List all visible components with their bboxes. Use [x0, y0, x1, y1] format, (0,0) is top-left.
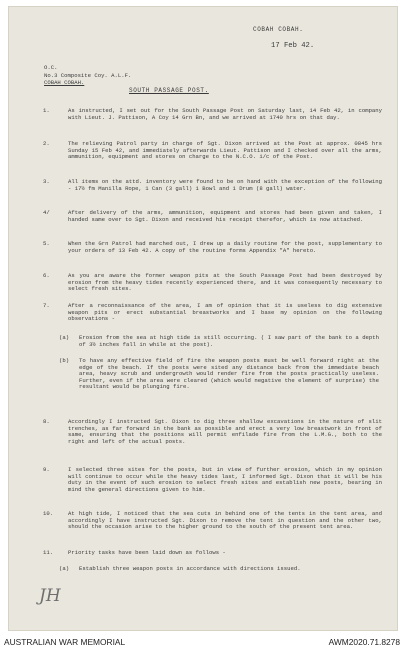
addressee-line: O.C.	[44, 64, 58, 71]
paragraph-text: After a reconnaissance of the area, I am of opinion that it is useless to dig extensive weapon pits or erect substantial breastworks and I base my opinion on the following observations -	[68, 302, 382, 323]
paragraph-number: 9.	[43, 466, 50, 473]
subparagraph-text: To have any effective field of fire the weapon posts must be well forward right at the edge of the beach. If the posts were sited any distance back from the immediate beach area, heavy scrub and undergrowth would render fire from the posts practically useless. Further, even if the area were cleared (which would negative the element of surprise) the resultant would be plunging fire.	[79, 357, 379, 391]
header-date: 17 Feb 42.	[271, 42, 315, 50]
paragraph-number: 2.	[43, 140, 50, 147]
paragraph-number: 5.	[43, 240, 50, 247]
paragraph-text: As instructed, I set out for the South Passage Post on Saturday last, 14 Feb 42, in company with Lieut. J. Pattison, A Coy 14 Grn Bn, and we arrived at 1740 hrs on that day.	[68, 107, 382, 121]
header-location: COBAH COBAH.	[253, 26, 304, 33]
paragraph-text: At high tide, I noticed that the sea cuts in behind one of the tents in the tent area, and accordingly I have instructed Sgt. Dixon to remove the tent in question and the other two, should the occasion arise to the higher ground to the south of the present tent area.	[68, 510, 382, 531]
addressee-block	[44, 65, 131, 88]
subparagraph-label: (b)	[59, 357, 70, 364]
subparagraph-text: Establish three weapon posts in accordance with directions issued.	[79, 565, 301, 572]
paragraph-text: As you are aware the former weapon pits at the South Passage Post had been destroyed by erosion from the heavy tides recently experienced there, and it was consequently necessary to select fresh sites.	[68, 272, 382, 293]
subparagraph-label: (a)	[59, 334, 70, 341]
paragraph-number: 4/	[43, 209, 50, 216]
handwritten-initials: JH	[39, 586, 61, 606]
addressee-line: No.3 Composite Coy. A.L.F.	[44, 71, 132, 79]
paragraph-number: 1.	[43, 107, 50, 114]
subparagraph-label: (a)	[59, 565, 70, 572]
paragraph-text: After delivery of the arms, ammunition, equipment and stores had been given and taken, I handed same over to Sgt. Dixon and received his receipt therefor, which is now attached.	[68, 209, 382, 223]
addressee-line: COBAH COBAH.	[44, 79, 85, 87]
paragraph-text: The relieving Patrol party in charge of Sgt. Dixon arrived at the Post at approx. 0845 hrs Sunday 15 Feb 42, and immediately afterwards Lieut. Pattison and I checked over all the arms, ammunition, equipment and stores on charge to the N.C.O. i/c of the Post.	[68, 140, 382, 161]
paragraph-text: When the Grn Patrol had marched out, I drew up a daily routine for the post, supplementary to your orders of 13 Feb 42. A copy of the routine forms Appendix "A" hereto.	[68, 240, 382, 254]
paragraph-number: 8.	[43, 418, 50, 425]
paragraph-text: Priority tasks have been laid down as follows -	[68, 549, 226, 556]
subparagraph-text: Erosion from the sea at high tide is still occurring. ( I saw part of the bank to a depth of 3½ inches fall in while at the post).	[79, 334, 379, 348]
paragraph-text: I selected three sites for the posts, but in view of further erosion, which in my opinion will continue to occur while the heavy tides last, I informed Sgt. Dixon that it will be his duty in the event of such erosion to select fresh sites and establish new posts, bearing in mind the general directions given to him.	[68, 466, 382, 493]
document-title: SOUTH PASSAGE POST.	[129, 87, 209, 94]
document-page	[8, 6, 398, 631]
accession-number: AWM2020.71.8278	[328, 637, 400, 647]
paragraph-text: All items on the attd. inventory were found to be on hand with the exception of the following - 17½ fm Manilla Rope, 1 Can (3 gall) 1 Bowl and 1 Drum (8 gall) water.	[68, 178, 382, 192]
paragraph-number: 3.	[43, 178, 50, 185]
paragraph-number: 11.	[43, 549, 54, 556]
archive-footer	[0, 632, 406, 653]
paragraph-number: 6.	[43, 272, 50, 279]
typed-letter	[9, 7, 397, 630]
paragraph-number: 7.	[43, 302, 50, 309]
paragraph-number: 10.	[43, 510, 54, 517]
institution-name: AUSTRALIAN WAR MEMORIAL	[4, 637, 126, 647]
paragraph-text: Accordingly I instructed Sgt. Dixon to dig three shallow excavations in the nature of slit trenches, as far forward in the bank as possible and erect a very low breastwork in front of same, ensuring that the positions will permit enfilade fire from the L.M.G., both to the right and left of the actual posts.	[68, 418, 382, 445]
